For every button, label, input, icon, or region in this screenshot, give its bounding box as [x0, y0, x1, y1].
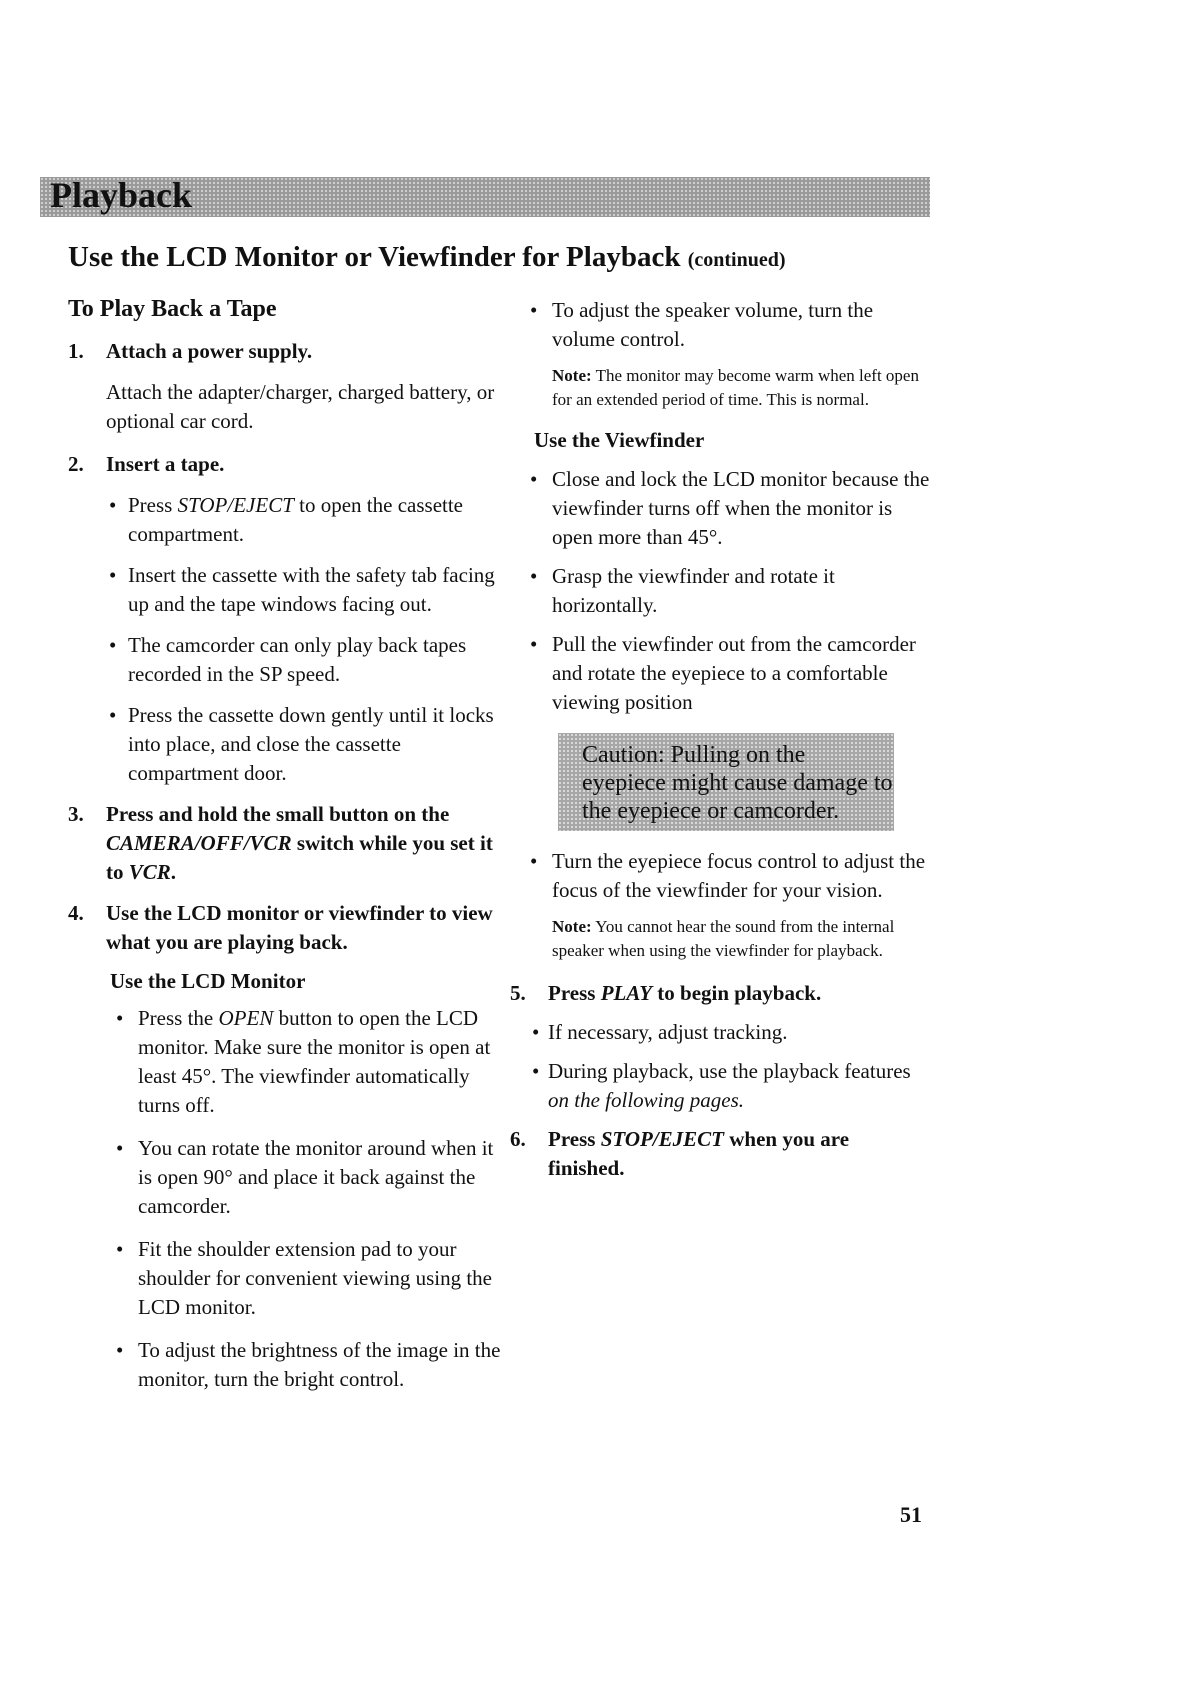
page-title-text: Use the LCD Monitor or Viewfinder for Playback [68, 241, 681, 273]
step-5 [510, 979, 930, 1008]
bullet-icon: • [532, 1059, 540, 1083]
text: Insert the cassette with the safety tab facing up and the tape windows facing out. [128, 563, 495, 616]
subheading: Use the Viewfinder [534, 428, 705, 452]
text: switch while you set it to [106, 831, 493, 884]
list-item [510, 847, 930, 905]
list-item [510, 296, 930, 354]
text: Pull the viewfinder out from the camcorder and rotate the eyepiece to a comfortable viewing position [552, 632, 916, 714]
emphasis: CAMERA/OFF/VCR [106, 831, 292, 855]
list-item [510, 630, 930, 717]
list-item [510, 1018, 930, 1047]
emphasis: on the following pages. [548, 1088, 744, 1112]
text: Close and lock the LCD monitor because the viewfinder turns off when the monitor is open more than 45°. [552, 467, 930, 549]
note-label: Note: [552, 366, 592, 385]
list-item [68, 1336, 508, 1394]
step-number: 6. [510, 1127, 526, 1151]
list-item [68, 1134, 508, 1221]
note [510, 364, 930, 412]
bullet-icon: • [530, 849, 538, 873]
text: Press the [138, 1006, 219, 1030]
text: Fit the shoulder extension pad to your shoulder for convenient viewing using the LCD monitor. [138, 1237, 493, 1319]
note-text: The monitor may become warm when left open for an extended period of time. This is normal. [552, 366, 919, 409]
bullet-icon: • [530, 564, 538, 588]
emphasis: PLAY [600, 981, 653, 1005]
text: button to open the LCD monitor. Make sure the monitor is open at least 45°. The viewfinder automatically turns off. [138, 1006, 491, 1117]
bullet-icon: • [109, 563, 117, 587]
text: when you are finished. [548, 1127, 850, 1180]
bullet-icon: • [530, 467, 538, 491]
step-4 [68, 899, 508, 957]
section-banner [40, 177, 930, 217]
step-3 [68, 800, 508, 887]
list-item [510, 465, 930, 552]
list-item [510, 562, 930, 620]
text: Press the cassette down gently until it locks into place, and close the cassette compartment door. [128, 703, 494, 785]
text: To adjust the speaker volume, turn the volume control. [552, 298, 874, 351]
step-6 [510, 1125, 930, 1183]
step-number: 3. [68, 802, 84, 826]
emphasis: STOP/EJECT [600, 1127, 724, 1151]
text: Press [548, 1127, 601, 1151]
bullet-icon: • [530, 298, 538, 322]
page-title-suffix: (continued) [687, 249, 786, 271]
list-item [68, 701, 508, 788]
step-number: 5. [510, 981, 526, 1005]
list-item [510, 1057, 930, 1115]
text: Press [548, 981, 601, 1005]
emphasis: VCR [128, 860, 171, 884]
bullet-icon: • [530, 632, 538, 656]
list-item [68, 631, 508, 689]
bullet-icon: • [116, 1237, 124, 1261]
text: If necessary, adjust tracking. [548, 1020, 788, 1044]
list-item [68, 491, 508, 549]
text: to open the cassette compartment. [128, 493, 463, 546]
text: Press [128, 493, 178, 517]
bullet-icon: • [116, 1006, 124, 1030]
text: You can rotate the monitor around when it is open 90° and place it back against the camcorder. [138, 1136, 494, 1218]
list-item [68, 1004, 508, 1120]
text: To adjust the brightness of the image in the monitor, turn the bright control. [138, 1338, 501, 1391]
caution-box: Caution: Pulling on the eyepiece might cause damage to the eyepiece or camcorder. [558, 733, 894, 831]
text: to begin playback. [652, 981, 822, 1005]
note-label: Note: [552, 917, 592, 936]
step-text: Insert a tape. [106, 452, 225, 476]
section-title: Playback [50, 175, 193, 215]
bullet-icon: • [116, 1338, 124, 1362]
text: . [170, 860, 177, 884]
bullet-icon: • [116, 1136, 124, 1160]
left-column [68, 296, 508, 1408]
list-item [68, 1235, 508, 1322]
bullet-icon: • [109, 493, 117, 517]
step-number: 4. [68, 901, 84, 925]
subheading: Use the LCD Monitor [110, 969, 306, 993]
emphasis: OPEN [218, 1006, 274, 1030]
text: Grasp the viewfinder and rotate it horizontally. [552, 564, 835, 617]
step-text: Use the LCD monitor or viewfinder to view what you are playing back. [106, 901, 493, 954]
step-number: 1. [68, 339, 84, 363]
step-1-body: Attach the adapter/charger, charged battery, or optional car cord. [106, 380, 495, 433]
section-heading: To Play Back a Tape [68, 296, 277, 322]
text: Press and hold the small button on the [106, 802, 450, 826]
step-text: Attach a power supply. [106, 339, 313, 363]
note-text: You cannot hear the sound from the internal speaker when using the viewfinder for playback. [552, 917, 895, 960]
step-number: 2. [68, 452, 84, 476]
step-1 [68, 337, 508, 366]
note [510, 915, 930, 963]
bullet-icon: • [532, 1020, 540, 1044]
page-number: 51 [900, 1502, 922, 1527]
bullet-icon: • [109, 633, 117, 657]
emphasis: STOP/EJECT [177, 493, 294, 517]
text: The camcorder can only play back tapes recorded in the SP speed. [128, 633, 467, 686]
text: Turn the eyepiece focus control to adjust the focus of the viewfinder for your vision. [552, 849, 926, 902]
right-column [510, 296, 930, 1193]
step-2 [68, 450, 508, 479]
page-title [68, 241, 786, 274]
bullet-icon: • [109, 703, 117, 727]
text: During playback, use the playback features [548, 1059, 911, 1083]
list-item [68, 561, 508, 619]
